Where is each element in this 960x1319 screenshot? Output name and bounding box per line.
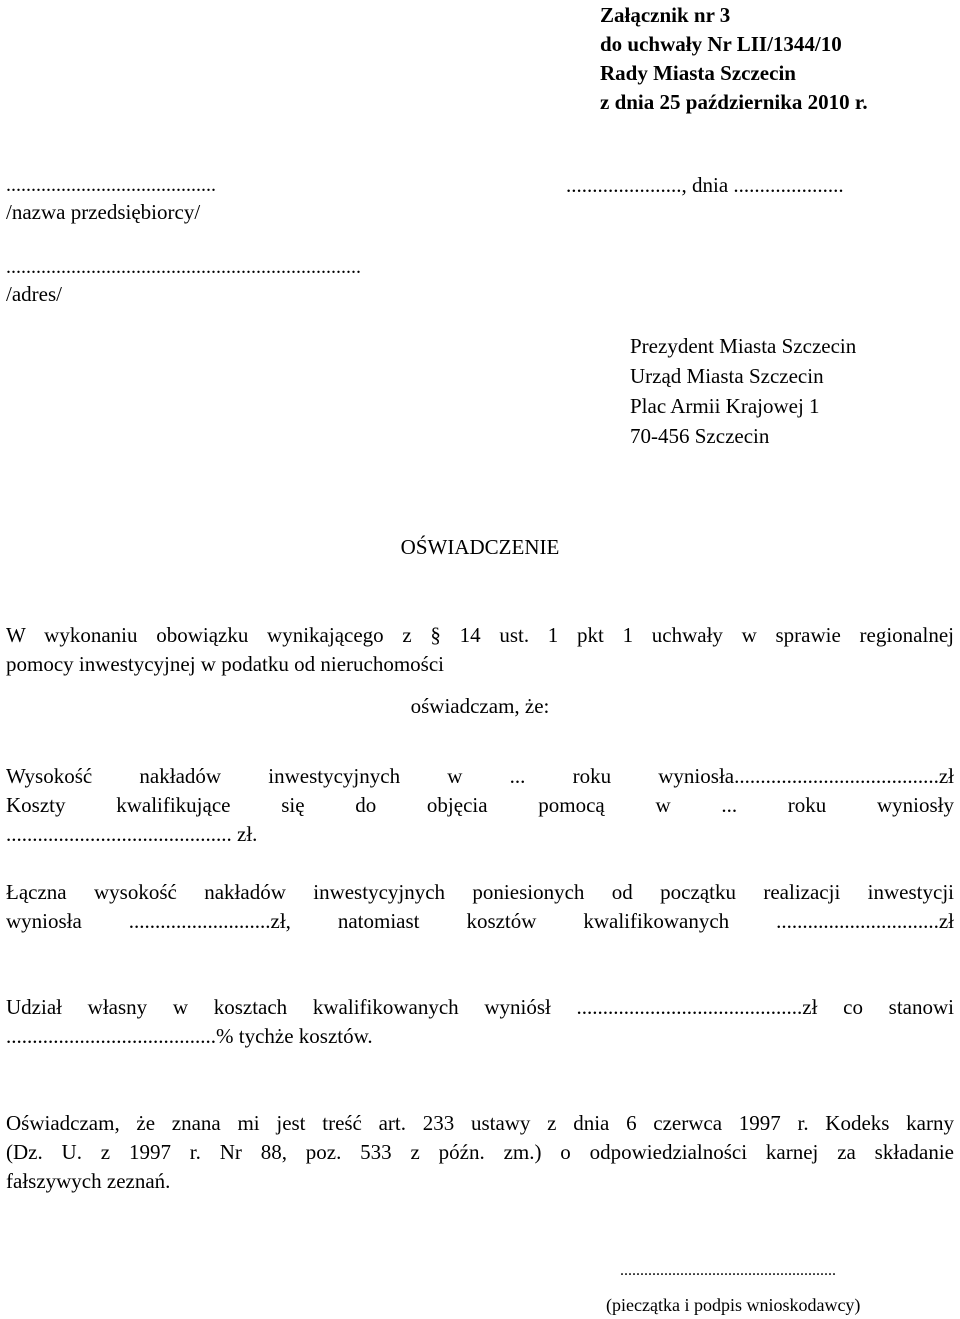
liability-line-2: (Dz. U. z 1997 r. Nr 88, poz. 533 z późn. zm.) o odpowiedzialności karnej za składanie bbox=[6, 1140, 954, 1164]
liability-line-1: Oświadczam, że znana mi jest treść art. 233 ustawy z dnia 6 czerwca 1997 r. Kodeks karny bbox=[6, 1111, 954, 1135]
recipient-city: 70-456 Szczecin bbox=[630, 424, 770, 448]
resolution-date: z dnia 25 października 2010 r. bbox=[600, 90, 868, 114]
total-costs-line-1: Łączna wysokość nakładów inwestycyjnych poniesionych od początku realizacji inwestycji bbox=[6, 880, 954, 904]
own-share-line-2: ........................................% tychże kosztów. bbox=[6, 1024, 373, 1048]
recipient-office: Urząd Miasta Szczecin bbox=[630, 364, 824, 388]
signature-label: (pieczątka i podpis wnioskodawcy) bbox=[606, 1295, 861, 1315]
declaration-phrase: oświadczam, że: bbox=[410, 694, 550, 718]
attachment-number: Załącznik nr 3 bbox=[600, 3, 731, 27]
intro-line-2: pomocy inwestycyjnej w podatku od nieruchomości bbox=[6, 652, 444, 676]
company-name-dots: .......................................... bbox=[6, 174, 216, 196]
total-costs-line-2: wyniosła ...........................zł, natomiast kosztów kwalifikowanych ...............................zł bbox=[6, 909, 954, 933]
place-date-line: ......................, dnia ..................... bbox=[566, 173, 844, 197]
address-label: /adres/ bbox=[6, 282, 62, 306]
investment-line-2: Koszty kwalifikujące się do objęcia pomocą w ... roku wyniosły bbox=[6, 793, 954, 817]
council-name: Rady Miasta Szczecin bbox=[600, 61, 796, 85]
address-dots: ....................................................................... bbox=[6, 256, 361, 278]
investment-line-3: ........................................... zł. bbox=[6, 822, 258, 846]
investment-line-1: Wysokość nakładów inwestycyjnych w ... roku wyniosła.......................................zł bbox=[6, 764, 954, 788]
own-share-line-1: Udział własny w kosztach kwalifikowanych wyniósł ...........................................zł co stanowi bbox=[6, 995, 954, 1019]
document-title: OŚWIADCZENIE bbox=[400, 535, 560, 559]
recipient-street: Plac Armii Krajowej 1 bbox=[630, 394, 820, 418]
recipient-address bbox=[630, 331, 856, 451]
intro-line-1: W wykonaniu obowiązku wynikającego z § 14 ust. 1 pkt 1 uchwały w sprawie regionalnej bbox=[6, 623, 954, 647]
company-name-label: /nazwa przedsiębiorcy/ bbox=[6, 200, 201, 224]
resolution-number: do uchwały Nr LII/1344/10 bbox=[600, 32, 842, 56]
liability-line-3: fałszywych zeznań. bbox=[6, 1169, 171, 1193]
attachment-header bbox=[600, 1, 868, 117]
signature-dots: ...................................................... bbox=[620, 1262, 836, 1279]
recipient-name: Prezydent Miasta Szczecin bbox=[630, 334, 857, 358]
